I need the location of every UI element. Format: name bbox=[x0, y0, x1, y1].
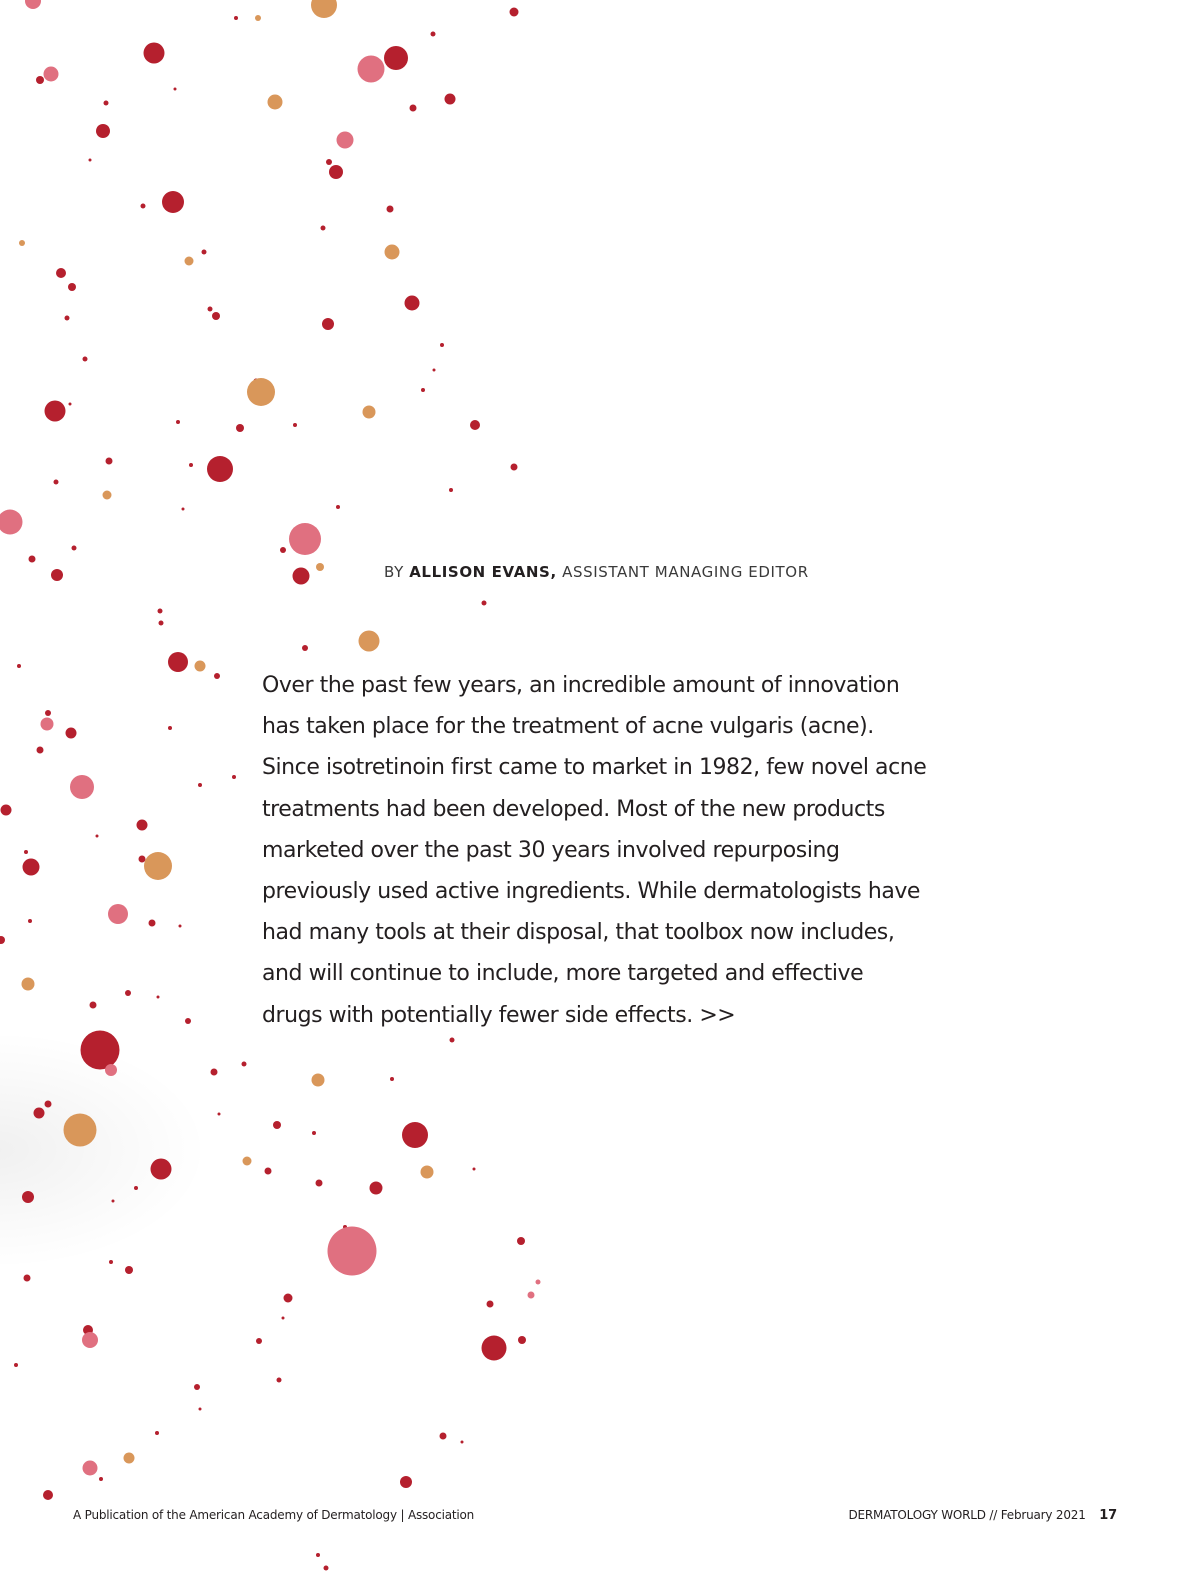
intro-line: previously used active ingredients. While dermatologists have bbox=[262, 879, 921, 905]
footer-issue-date: February 2021 bbox=[1000, 1508, 1086, 1522]
byline bbox=[384, 563, 809, 581]
intro-line: marketed over the past 30 years involved repurposing bbox=[262, 837, 840, 863]
page-number: 17 bbox=[1099, 1508, 1117, 1523]
byline-role: ASSISTANT MANAGING EDITOR bbox=[562, 563, 809, 581]
footer-separator: // bbox=[989, 1508, 998, 1522]
intro-line: Over the past few years, an incredible amount of innovation bbox=[262, 673, 900, 698]
intro-line: and will continue to include, more targeted and effective bbox=[262, 961, 864, 987]
footer-publication: A Publication of the American Academy of Dermatology | Association bbox=[73, 1508, 475, 1522]
intro-paragraph bbox=[262, 665, 932, 1036]
intro-line: treatments had been developed. Most of the new products bbox=[262, 796, 885, 822]
footer-folio bbox=[849, 1508, 1118, 1523]
byline-prefix: BY bbox=[384, 563, 404, 581]
intro-line: has taken place for the treatment of acne vulgaris (acne). bbox=[262, 714, 874, 740]
intro-line: Since isotretinoin first came to market in 1982, few novel acne bbox=[262, 755, 927, 781]
intro-line: drugs with potentially fewer side effects. >> bbox=[262, 1002, 736, 1028]
footer-magazine-name: DERMATOLOGY WORLD bbox=[848, 1508, 986, 1522]
intro-line: had many tools at their disposal, that toolbox now includes, bbox=[262, 920, 895, 946]
byline-author: ALLISON EVANS, bbox=[409, 563, 557, 581]
